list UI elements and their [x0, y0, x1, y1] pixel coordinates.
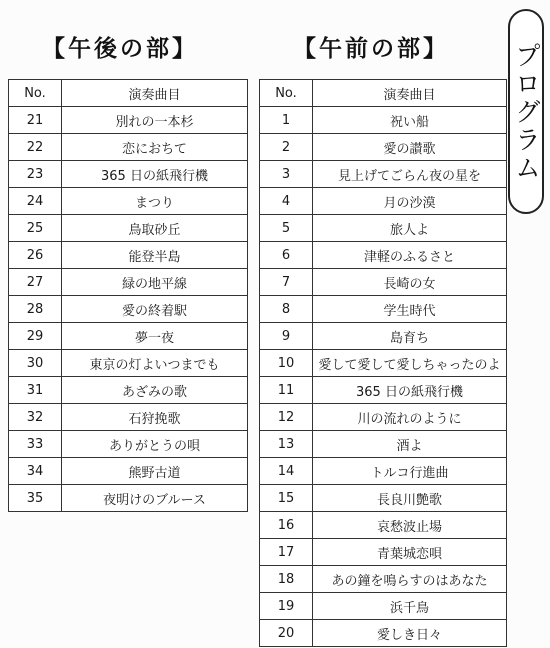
table-row — [9, 269, 248, 296]
song-number: 12 — [260, 404, 313, 431]
column-header-title: 演奏曲目 — [62, 80, 248, 107]
song-title: 津軽のふるさと — [313, 242, 507, 269]
song-number: 30 — [9, 350, 62, 377]
morning-heading: 【午前の部】 — [293, 36, 449, 62]
song-number: 9 — [260, 323, 313, 350]
table-row — [260, 269, 507, 296]
song-number: 28 — [9, 296, 62, 323]
song-number: 6 — [260, 242, 313, 269]
song-number: 7 — [260, 269, 313, 296]
column-header-no: No. — [9, 80, 62, 107]
song-number: 31 — [9, 377, 62, 404]
song-title: ありがとうの唄 — [62, 431, 248, 458]
song-number: 26 — [9, 242, 62, 269]
table-row — [260, 458, 507, 485]
table-row — [260, 593, 507, 620]
song-title: 見上げてごらん夜の星を — [313, 161, 507, 188]
song-title: 愛の終着駅 — [62, 296, 248, 323]
song-title: トルコ行進曲 — [313, 458, 507, 485]
song-title: 鳥取砂丘 — [62, 215, 248, 242]
song-title: あの鐘を鳴らすのはあなた — [313, 566, 507, 593]
song-number: 21 — [9, 107, 62, 134]
song-number: 3 — [260, 161, 313, 188]
song-title: 哀愁波止場 — [313, 512, 507, 539]
table-row — [9, 188, 248, 215]
song-number: 35 — [9, 485, 62, 512]
song-number: 8 — [260, 296, 313, 323]
song-title: 島育ち — [313, 323, 507, 350]
song-number: 32 — [9, 404, 62, 431]
song-title: 東京の灯よいつまでも — [62, 350, 248, 377]
song-title: 石狩挽歌 — [62, 404, 248, 431]
table-row — [9, 350, 248, 377]
table-row — [9, 107, 248, 134]
table-row — [260, 512, 507, 539]
table-row — [260, 539, 507, 566]
song-title: 愛して愛して愛しちゃったのよ — [313, 350, 507, 377]
song-number: 5 — [260, 215, 313, 242]
table-row — [260, 485, 507, 512]
table-row — [260, 242, 507, 269]
song-number: 16 — [260, 512, 313, 539]
song-number: 20 — [260, 620, 313, 647]
song-title: 長良川艶歌 — [313, 485, 507, 512]
column-header-title: 演奏曲目 — [313, 80, 507, 107]
table-row — [9, 242, 248, 269]
table-row — [260, 350, 507, 377]
song-number: 25 — [9, 215, 62, 242]
song-title: 川の流れのように — [313, 404, 507, 431]
song-title: 365 日の紙飛行機 — [62, 161, 248, 188]
song-number: 29 — [9, 323, 62, 350]
song-title: 学生時代 — [313, 296, 507, 323]
table-row — [9, 161, 248, 188]
table-row — [260, 107, 507, 134]
table-row — [9, 134, 248, 161]
song-title: 酒よ — [313, 431, 507, 458]
song-number: 13 — [260, 431, 313, 458]
song-number: 11 — [260, 377, 313, 404]
table-row — [260, 404, 507, 431]
table-row — [9, 377, 248, 404]
song-number: 2 — [260, 134, 313, 161]
song-title: 青葉城恋唄 — [313, 539, 507, 566]
song-title: 旅人よ — [313, 215, 507, 242]
table-row — [260, 620, 507, 647]
table-row — [260, 188, 507, 215]
song-number: 4 — [260, 188, 313, 215]
table-row — [9, 215, 248, 242]
table-row — [260, 566, 507, 593]
song-number: 10 — [260, 350, 313, 377]
song-number: 27 — [9, 269, 62, 296]
table-row — [260, 215, 507, 242]
song-title: あざみの歌 — [62, 377, 248, 404]
program-label-box — [508, 9, 544, 214]
morning-program-table — [259, 79, 507, 647]
song-title: 緑の地平線 — [62, 269, 248, 296]
song-title: 別れの一本杉 — [62, 107, 248, 134]
song-title: 月の沙漠 — [313, 188, 507, 215]
column-header-no: No. — [260, 80, 313, 107]
song-title: 長崎の女 — [313, 269, 507, 296]
song-number: 17 — [260, 539, 313, 566]
table-row — [9, 296, 248, 323]
table-row — [9, 431, 248, 458]
song-title: 浜千鳥 — [313, 593, 507, 620]
table-row — [260, 134, 507, 161]
song-number: 22 — [9, 134, 62, 161]
table-row — [9, 404, 248, 431]
song-number: 14 — [260, 458, 313, 485]
table-row — [260, 296, 507, 323]
table-row — [9, 323, 248, 350]
song-title: 365 日の紙飛行機 — [313, 377, 507, 404]
table-row — [260, 377, 507, 404]
song-number: 23 — [9, 161, 62, 188]
song-number: 33 — [9, 431, 62, 458]
song-number: 19 — [260, 593, 313, 620]
song-title: 能登半島 — [62, 242, 248, 269]
song-title: 熊野古道 — [62, 458, 248, 485]
table-header-row — [260, 80, 507, 107]
song-title: 恋におちて — [62, 134, 248, 161]
song-number: 15 — [260, 485, 313, 512]
song-title: 愛の讃歌 — [313, 134, 507, 161]
song-number: 24 — [9, 188, 62, 215]
song-title: 愛しき日々 — [313, 620, 507, 647]
song-title: 夢一夜 — [62, 323, 248, 350]
song-title: 祝い船 — [313, 107, 507, 134]
afternoon-heading: 【午後の部】 — [42, 36, 198, 62]
afternoon-program-table — [8, 79, 248, 512]
program-label: プログラム — [510, 41, 541, 182]
song-number: 1 — [260, 107, 313, 134]
song-title: 夜明けのブルース — [62, 485, 248, 512]
song-number: 18 — [260, 566, 313, 593]
song-title: まつり — [62, 188, 248, 215]
table-row — [9, 485, 248, 512]
table-header-row — [9, 80, 248, 107]
table-row — [260, 323, 507, 350]
table-row — [9, 458, 248, 485]
song-number: 34 — [9, 458, 62, 485]
table-row — [260, 161, 507, 188]
table-row — [260, 431, 507, 458]
